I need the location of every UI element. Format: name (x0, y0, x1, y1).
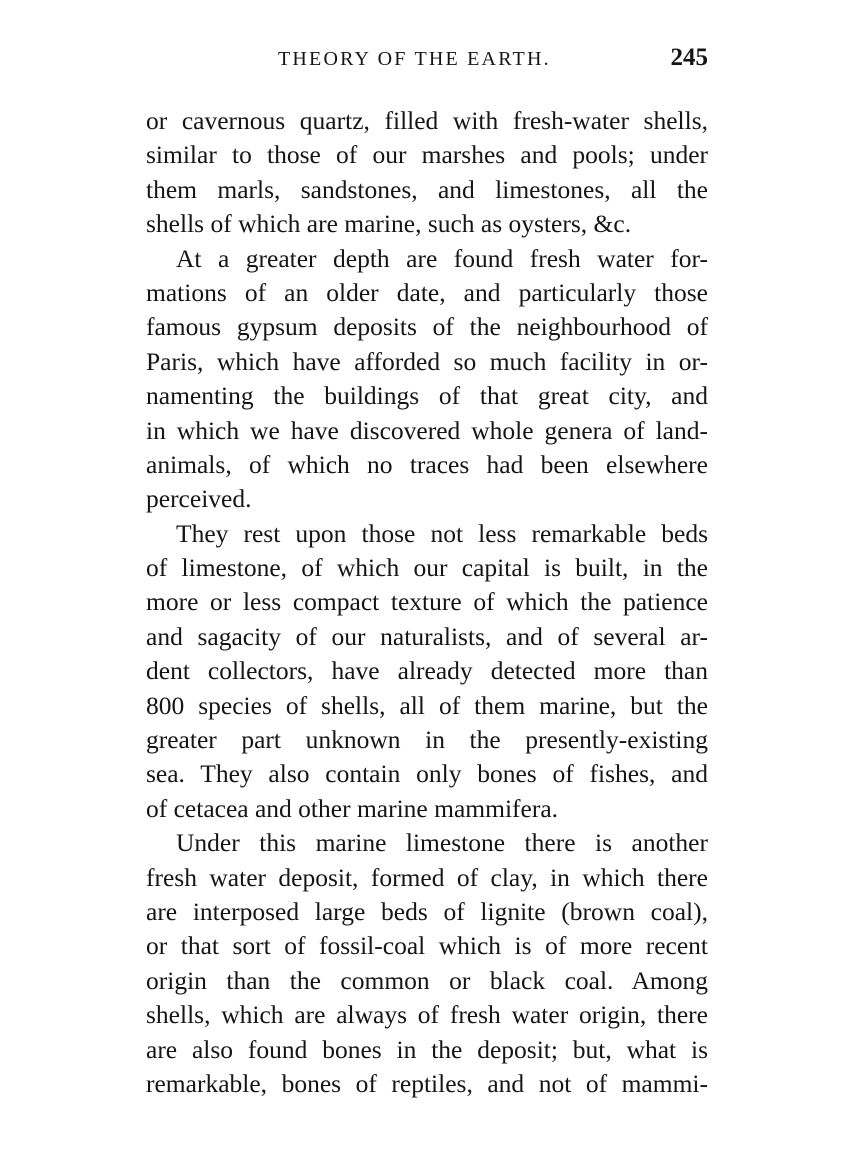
text-line: in which we have discovered whole genera of land- (146, 415, 708, 445)
text-line: Paris, which have afforded so much facility in or- (146, 346, 708, 376)
text-line: At a greater depth are found fresh water for- (176, 243, 708, 273)
text-line: of limestone, of which our capital is built, in the (146, 553, 708, 583)
paragraph (146, 104, 708, 242)
text-line: animals, of which no traces had been elsewhere (146, 449, 708, 479)
text-line: or cavernous quartz, filled with fresh-water shells, (146, 106, 708, 135)
text-line: They rest upon those not less remarkable beds (176, 518, 708, 548)
text-line: of cetacea and other marine mammifera. (146, 793, 559, 823)
text-line: remarkable, bones of reptiles, and not of mammi- (146, 1068, 708, 1098)
text-line: dent collectors, have already detected more than (146, 656, 708, 686)
paragraph (146, 826, 708, 1101)
text-line: similar to those of our marshes and pools; under (146, 140, 708, 170)
body-text (146, 104, 708, 1101)
text-line: or that sort of fossil-coal which is of more recent (146, 931, 708, 961)
text-line: and sagacity of our naturalists, and of several ar- (146, 621, 708, 651)
text-line: perceived. (146, 484, 252, 514)
text-line: origin than the common or black coal. Among (146, 965, 708, 995)
text-line: them marls, sandstones, and limestones, all the (146, 174, 708, 204)
running-title: THEORY OF THE EARTH. (278, 48, 551, 70)
page-number: 245 (670, 44, 708, 71)
running-header (146, 44, 708, 78)
text-line: greater part unknown in the presently-existing (146, 725, 708, 755)
text-line: are interposed large beds of lignite (brown coal), (146, 896, 708, 926)
text-line: namenting the buildings of that great city, and (146, 381, 708, 411)
paragraph (146, 517, 708, 827)
text-line: mations of an older date, and particularly those (146, 277, 708, 307)
text-line: famous gypsum deposits of the neighbourhood of (146, 312, 708, 342)
text-line: are also found bones in the deposit; but, what is (146, 1034, 708, 1064)
paragraph (146, 242, 708, 517)
text-line: fresh water deposit, formed of clay, in which there (146, 862, 708, 892)
text-line: more or less compact texture of which the patience (146, 587, 708, 617)
text-line: Under this marine limestone there is another (176, 828, 708, 858)
text-line: sea. They also contain only bones of fishes, and (146, 759, 708, 789)
text-line: shells, which are always of fresh water origin, there (146, 1000, 708, 1030)
text-line: shells of which are marine, such as oysters, &c. (146, 209, 632, 239)
text-line: 800 species of shells, all of them marine, but the (146, 690, 708, 720)
